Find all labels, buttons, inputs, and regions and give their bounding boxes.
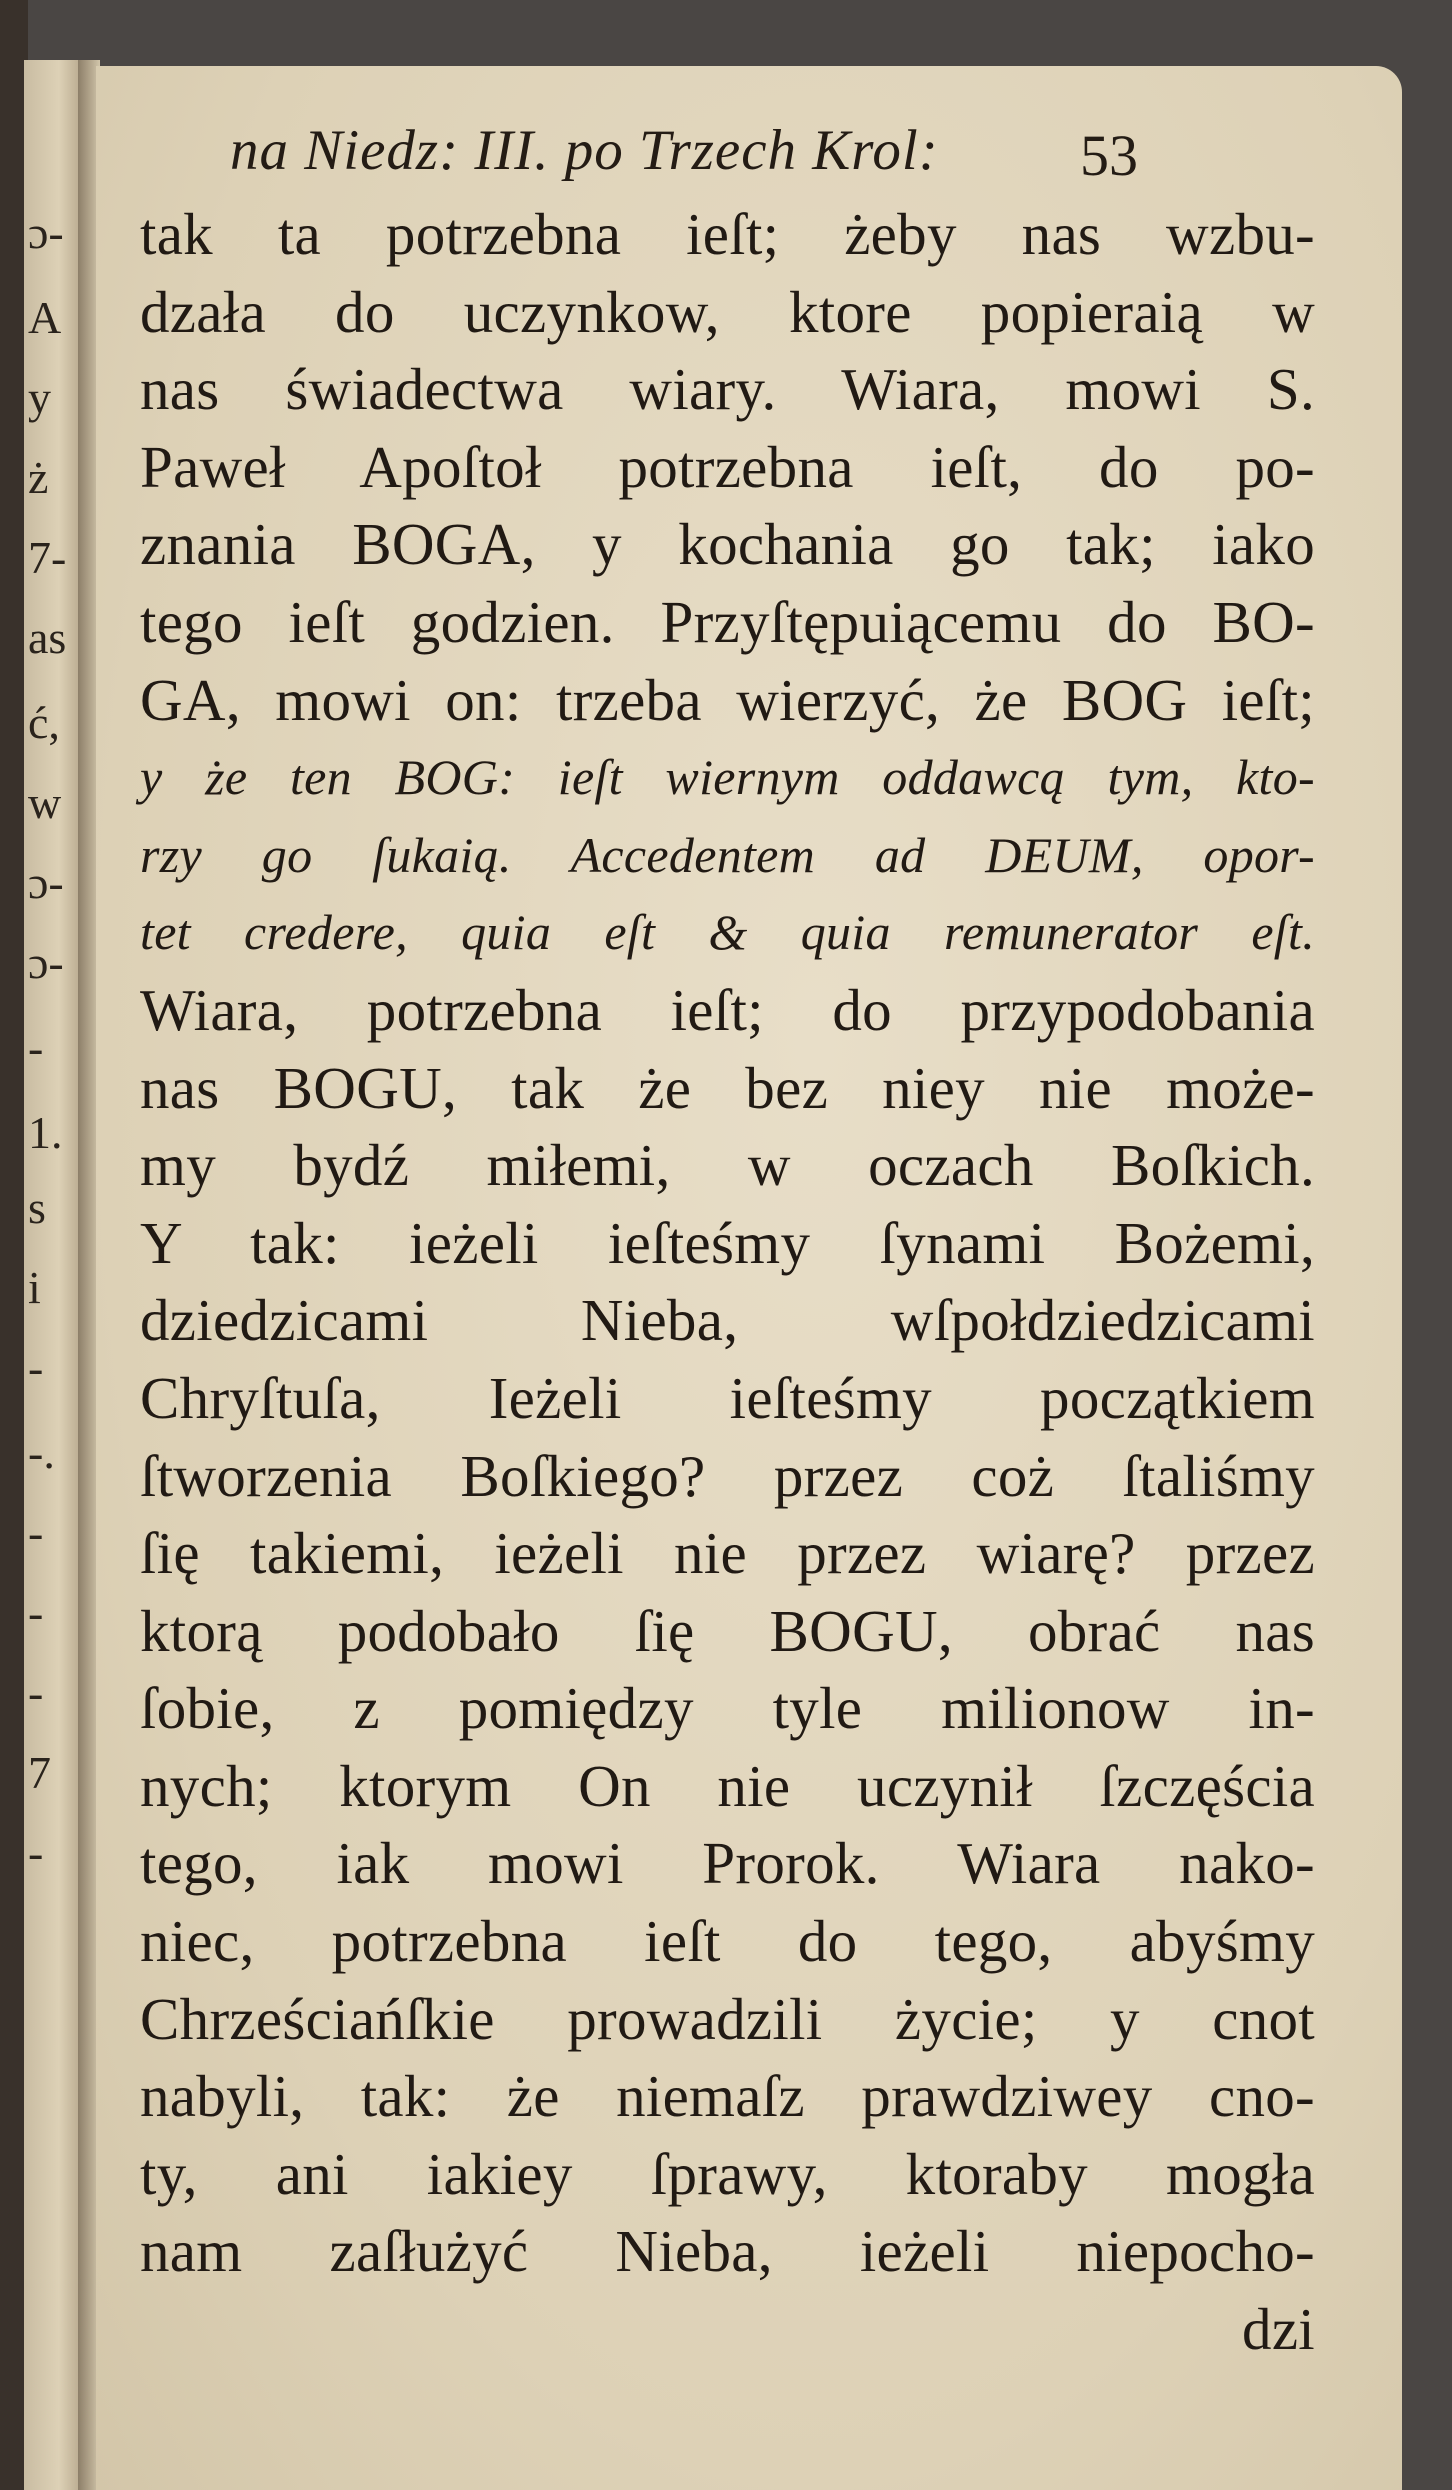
- left-page-fragment: A: [28, 292, 62, 343]
- text-line: nas świadectwa wiary. Wiara, mowi S.: [140, 356, 1315, 423]
- text-line: tak ta potrzebna ieſt; żeby nas wzbu-: [140, 201, 1315, 267]
- left-page-fragment: i: [28, 1262, 41, 1313]
- text-line: nych; ktorym On nie uczynił ſzczęścia: [140, 1752, 1315, 1819]
- text-line: tego ieſt godzien. Przyſtępuiącemu do BO-: [140, 588, 1315, 655]
- left-page-fragment: as: [28, 612, 67, 663]
- text-line: nam zaſłużyć Nieba, ieżeli niepocho-: [140, 2218, 1315, 2285]
- text-line: GA, mowi on: trzeba wierzyć, że BOG ieſt;: [140, 666, 1315, 733]
- text-line: Paweł Apoſtoł potrzebna ieſt, do po-: [140, 433, 1315, 500]
- text-line: nas BOGU, tak że bez niey nie może-: [140, 1054, 1315, 1121]
- text-line: Chrześciańſkie prowadzili życie; y cnot: [140, 1985, 1315, 2052]
- left-page-fragment: -: [28, 1507, 44, 1558]
- text-line: ſtworzenia Boſkiego? przez coż ſtaliśmy: [140, 1442, 1315, 1509]
- text-line: dziedzicami Nieba, wſpołdziedzicami: [140, 1287, 1315, 1354]
- text-line: nabyli, tak: że niemaſz prawdziwey cno-: [140, 2063, 1315, 2130]
- left-page-fragment: s: [28, 1182, 46, 1233]
- left-page-fragment: ɔ-: [28, 937, 64, 988]
- text-line: znania BOGA, y kochania go tak; iako: [140, 511, 1315, 578]
- left-page-fragment: -: [28, 1827, 44, 1878]
- text-line: y że ten BOG: ieſt wiernym oddawcą tym, kto-: [140, 749, 1315, 806]
- running-title: na Niedz: III. po Trzech Krol:: [230, 119, 939, 182]
- left-page-edge: [24, 60, 82, 2490]
- left-page-fragment: -: [28, 1667, 44, 1718]
- left-page-fragment: ɔ-: [28, 857, 64, 908]
- page-number: 53: [1080, 123, 1138, 188]
- left-page-fragment: w: [28, 777, 62, 828]
- text-line: tego, iak mowi Prorok. Wiara nako-: [140, 1830, 1315, 1897]
- text-line: Y tak: ieżeli ieſteśmy ſynami Bożemi,: [140, 1209, 1315, 1276]
- left-page-fragment: 1.: [28, 1107, 63, 1158]
- text-line: ſię takiemi, ieżeli nie przez wiarę? przez: [140, 1520, 1315, 1587]
- page-header: [140, 88, 1300, 198]
- catchword: dzi: [1242, 2296, 1315, 2363]
- left-page-fragment: -: [28, 1587, 44, 1638]
- text-line: niec, potrzebna ieſt do tego, abyśmy: [140, 1908, 1315, 1975]
- text-line: my bydź miłemi, w oczach Boſkich.: [140, 1132, 1315, 1199]
- text-line: tet credere, quia eſt & quia remunerator eſt.: [140, 904, 1315, 961]
- text-line: rzy go ſukaią. Accedentem ad DEUM, opor-: [140, 826, 1315, 883]
- left-page-fragment: -: [28, 1022, 44, 1073]
- text-line: ktorą podobało ſię BOGU, obrać nas: [140, 1597, 1315, 1664]
- page-body-text: [140, 196, 1315, 2369]
- text-line: Wiara, potrzebna ieſt; do przypodobania: [140, 976, 1315, 1043]
- left-page-fragment: y: [28, 372, 51, 423]
- text-line: Chryſtuſa, Ieżeli ieſteśmy początkiem: [140, 1364, 1315, 1431]
- scan-background-right: [1397, 0, 1452, 2490]
- text-line: dzała do uczynkow, ktore popieraią w: [140, 278, 1315, 345]
- left-page-fragment: ɔ-: [28, 207, 64, 258]
- scan-background-top: [0, 0, 1452, 70]
- text-line: ſobie, z pomiędzy tyle milionow in-: [140, 1675, 1315, 1742]
- left-page-fragment: 7: [28, 1747, 51, 1798]
- left-page-fragment: ć,: [28, 697, 60, 748]
- left-page-fragment: 7-: [28, 532, 67, 583]
- left-page-fragment: -: [28, 1342, 44, 1393]
- text-line: ty, ani iakiey ſprawy, ktoraby mogła: [140, 2140, 1315, 2207]
- left-page-fragment: ż: [28, 452, 49, 503]
- left-page-fragment: -.: [28, 1427, 55, 1478]
